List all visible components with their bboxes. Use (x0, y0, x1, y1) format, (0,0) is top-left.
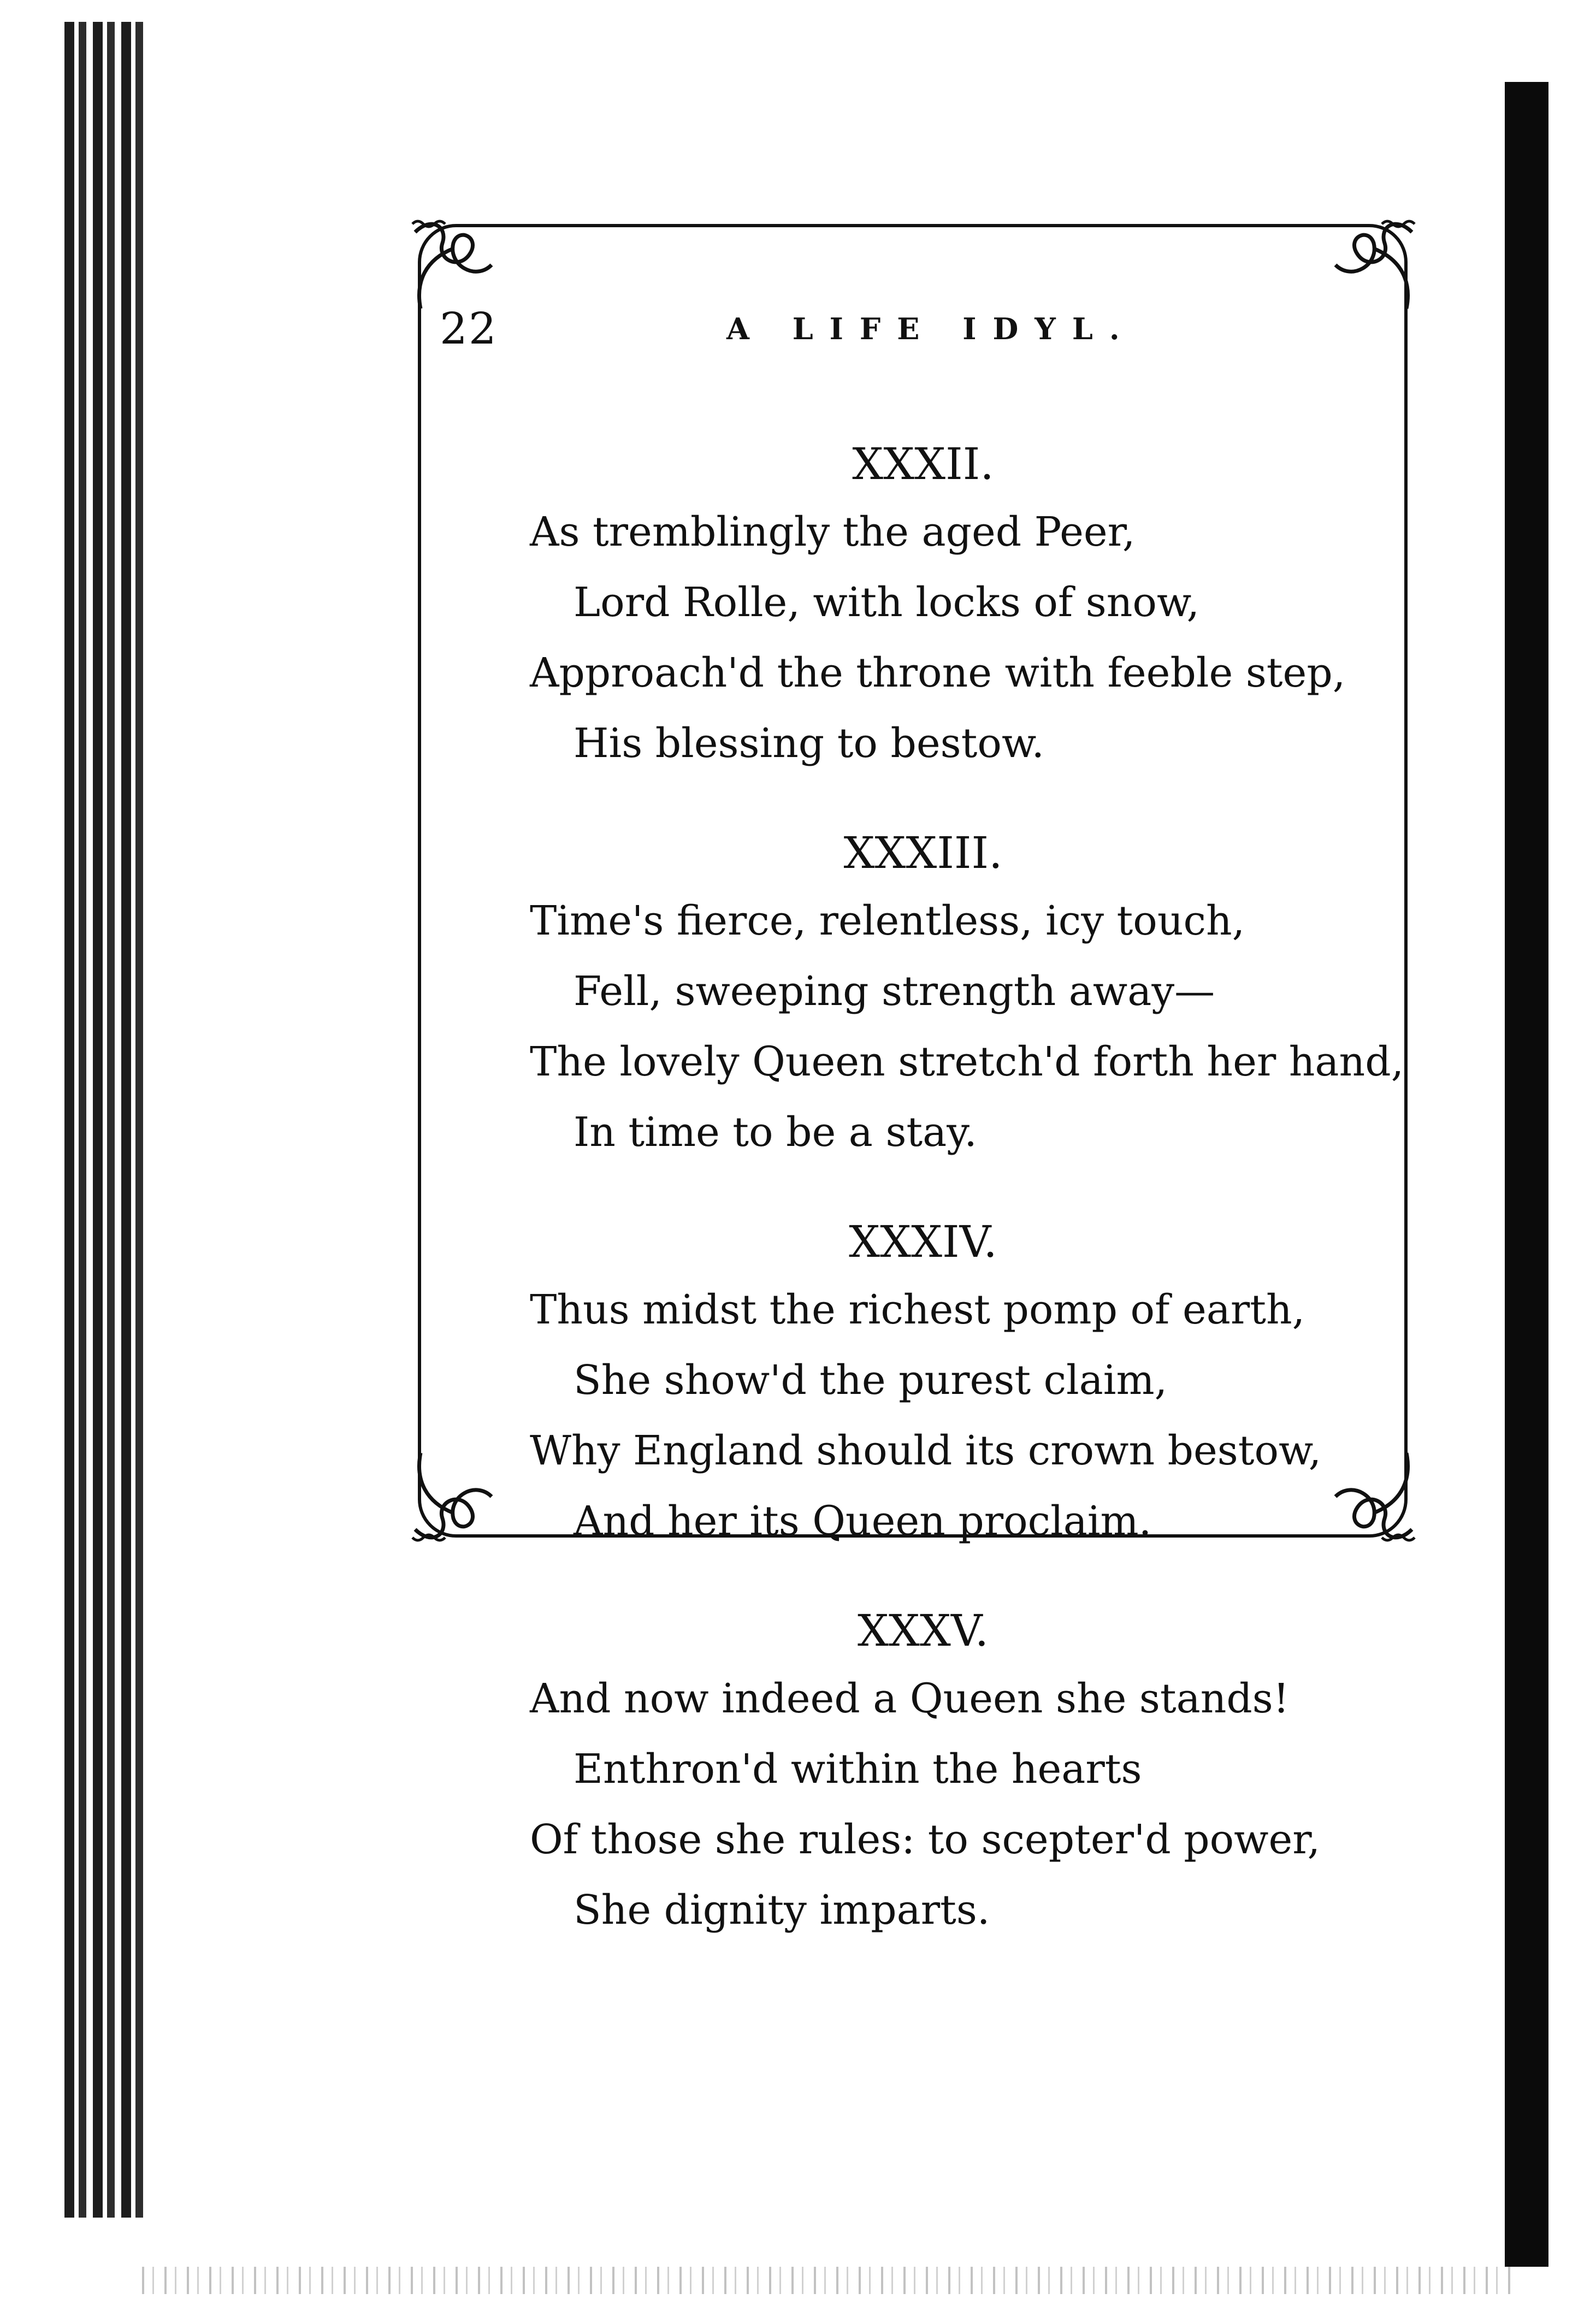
verse-line: Approach'd the throne with feeble step, (530, 649, 1346, 696)
verse-line: His blessing to bestow. (574, 720, 1045, 767)
verse-line: Thus midst the richest pomp of earth, (530, 1286, 1305, 1333)
verse-line: She show'd the purest claim, (574, 1357, 1168, 1404)
verse-line: The lovely Queen stretch'd forth her hand, (530, 1038, 1404, 1085)
verse-line: Why England should its crown bestow, (530, 1427, 1322, 1474)
verse-line: She dignity imparts. (574, 1887, 990, 1934)
stanza-numeral: XXXIII. (843, 828, 1003, 878)
scanned-binding-edge (64, 22, 146, 2218)
stanza (530, 1598, 1382, 1946)
poem-body (530, 432, 1404, 1987)
stanza (530, 820, 1404, 1168)
corner-ornament-icon (404, 1442, 513, 1551)
stanza (530, 1209, 1382, 1557)
stanza-numeral: XXXIV. (849, 1216, 997, 1267)
verse-line: Fell, sweeping strength away— (574, 968, 1215, 1015)
verse-line: Of those she rules: to scepter'd power, (530, 1816, 1321, 1863)
verse-line: As tremblingly the aged Peer, (530, 509, 1136, 555)
running-head: A LIFE IDYL. (726, 311, 1136, 346)
scan-noise (142, 2267, 1518, 2294)
stanza (530, 432, 1382, 779)
stanza-numeral: XXXV. (857, 1605, 989, 1656)
scanned-right-edge (1505, 82, 1548, 2267)
verse-line: In time to be a stay. (574, 1109, 977, 1156)
verse-line: Enthron'd within the hearts (574, 1746, 1142, 1793)
verse-line: And now indeed a Queen she stands! (530, 1675, 1290, 1722)
corner-ornament-icon (1314, 210, 1423, 320)
verse-line: Time's fierce, relentless, icy touch, (530, 897, 1245, 944)
verse-line: And her its Queen proclaim. (574, 1498, 1152, 1545)
verse-line: Lord Rolle, with locks of snow, (574, 579, 1200, 626)
page-number: 22 (440, 303, 498, 354)
stanza-numeral: XXXII. (852, 439, 994, 489)
